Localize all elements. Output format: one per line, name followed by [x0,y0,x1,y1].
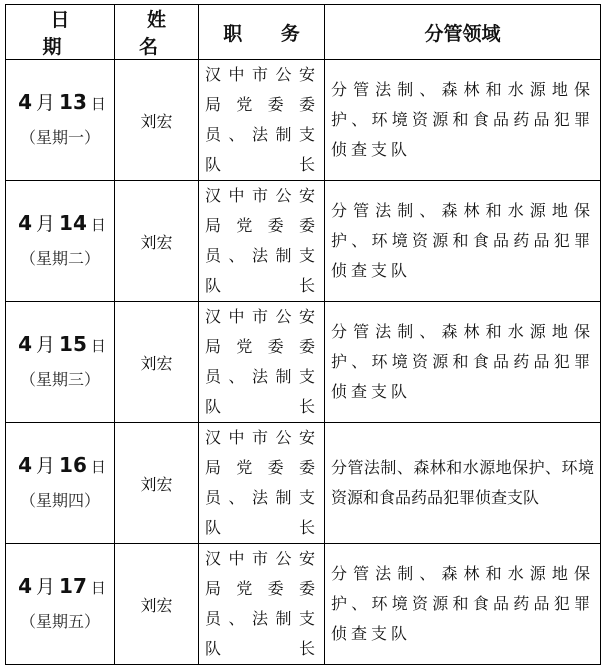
day-number: 15 [59,332,87,356]
title-cell: 汉中市公安局党委委员、法制支队长 [199,423,325,544]
title-cell: 汉中市公安局党委委员、法制支队长 [199,181,325,302]
name-cell: 刘宏 [115,544,199,665]
name-cell: 刘宏 [115,423,199,544]
area-cell: 分管法制、森林和水源地保护、环境资源和食品药品犯罪侦查支队 [325,181,601,302]
title-cell: 汉中市公安局党委委员、法制支队长 [199,302,325,423]
month-number: 4 [18,90,33,114]
header-date: 日 期 [6,5,115,60]
day-unit: 日 [90,579,106,597]
table-row [6,181,601,302]
title-cell: 汉中市公安局党委委员、法制支队长 [199,544,325,665]
table-row [6,302,601,423]
date-cell [6,423,115,544]
duty-roster-table [5,4,601,665]
day-number: 17 [59,574,87,598]
day-number: 13 [59,90,87,114]
day-number: 14 [59,211,87,235]
day-unit: 日 [90,95,106,113]
area-cell: 分管法制、森林和水源地保护、环境资源和食品药品犯罪侦查支队 [325,60,601,181]
name-cell: 刘宏 [115,60,199,181]
day-unit: 日 [90,337,106,355]
area-cell: 分管法制、森林和水源地保护、环境资源和食品药品犯罪侦查支队 [325,302,601,423]
table-row [6,423,601,544]
area-cell: 分管法制、森林和水源地保护、环境资源和食品药品犯罪侦查支队 [325,544,601,665]
header-name: 姓 名 [115,5,199,60]
month-number: 4 [18,211,33,235]
date-cell [6,544,115,665]
date-cell [6,181,115,302]
month-number: 4 [18,332,33,356]
table-row [6,544,601,665]
month-number: 4 [18,574,33,598]
header-row [6,5,601,60]
date-line [6,85,114,121]
header-area: 分管领域 [325,5,601,60]
title-cell: 汉中市公安局党委委员、法制支队长 [199,60,325,181]
month-unit: 月 [36,213,56,235]
month-unit: 月 [36,455,56,477]
weekday: （星期一） [19,128,100,147]
date-cell [6,302,115,423]
day-number: 16 [59,453,87,477]
month-number: 4 [18,453,33,477]
date-line [6,206,114,242]
weekday: （星期五） [19,612,100,631]
month-unit: 月 [36,92,56,114]
date-cell [6,60,115,181]
date-line [6,327,114,363]
weekday: （星期三） [19,370,100,389]
header-title: 职 务 [199,5,325,60]
day-unit: 日 [90,216,106,234]
date-line [6,448,114,484]
name-cell: 刘宏 [115,181,199,302]
area-cell: 分管法制、森林和水源地保护、环境资源和食品药品犯罪侦查支队 [325,423,601,544]
month-unit: 月 [36,576,56,598]
weekday: （星期二） [19,249,100,268]
weekday: （星期四） [19,491,100,510]
name-cell: 刘宏 [115,302,199,423]
month-unit: 月 [36,334,56,356]
day-unit: 日 [90,458,106,476]
table-row [6,60,601,181]
date-line [6,569,114,605]
